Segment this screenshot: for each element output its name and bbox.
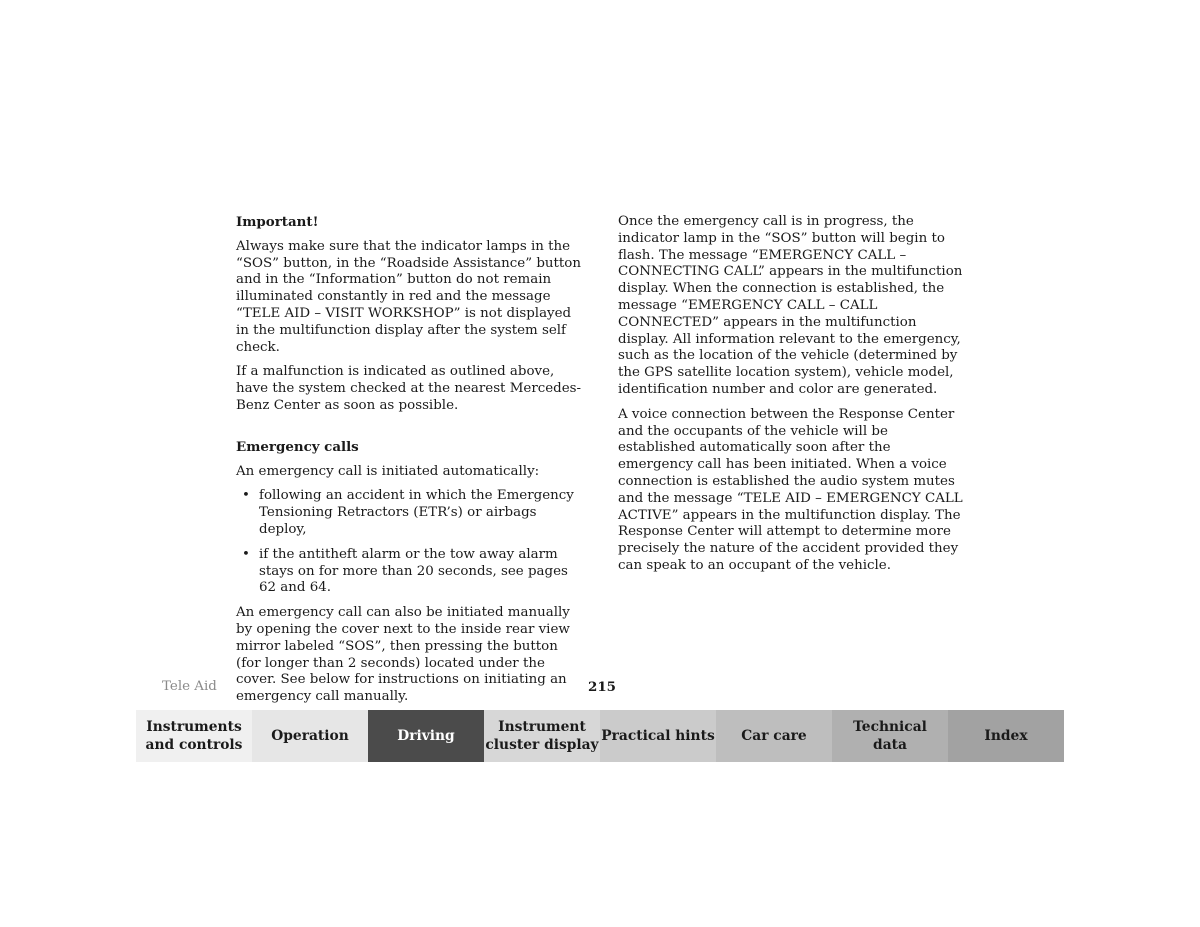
important-heading: Important! xyxy=(236,214,319,230)
list-item-text: following an accident in which the Emergency Tensioning Retractors (ETR’s) or airbags deploy, xyxy=(259,488,574,537)
tab-instrument-cluster-display[interactable]: Instrument cluster display xyxy=(484,710,600,762)
bullet-icon: • xyxy=(242,546,250,562)
list-item-text: if the antitheft alarm or the tow away alarm stays on for more than 20 seconds, see pages 62 and 64. xyxy=(259,546,568,596)
bullet-icon: • xyxy=(242,488,250,504)
tab-instruments-and-controls[interactable]: Instruments and controls xyxy=(136,710,252,762)
emergency-calls-heading: Emergency calls xyxy=(236,438,359,455)
voice-connection-text: A voice connection between the Response Center and the occupants of the vehicle will be established automatically soon after the emergency call has been initiated. When a voice connection is established the audio system mutes and the message “TELE AID – EMERGENCY CALL ACTIVE” appears in the multifunction display. The Response Center will attempt to determine more precisely the nature of the accident provided they can speak to an occupant of the vehicle. xyxy=(618,406,963,573)
malfunction-text: If a malfunction is indicated as outlined above, have the system checked at the nearest Mercedes-Benz Center as soon as possible. xyxy=(236,364,582,413)
section-title: Tele Aid xyxy=(162,679,217,694)
list-item xyxy=(236,547,586,597)
tab-practical-hints[interactable]: Practical hints xyxy=(600,710,716,762)
call-progress-text: Once the emergency call is in progress, the indicator lamp in the “SOS” button will begin to flash. The message “EMERGENCY CALL – CONNECTING CALL” appears in the multifunction display. When the connection is established, the message “EMERGENCY CALL – CALL CONNECTED” appears in the multifunction display. All information relevant to the emergency, such as the location of the vehicle (determined by the GPS satellite location system), vehicle model, identification number and color are generated. xyxy=(618,214,963,397)
auto-call-intro: An emergency call is initiated automatically: xyxy=(236,463,540,479)
list-item xyxy=(236,488,586,538)
important-text: Always make sure that the indicator lamps in the “SOS” button, in the “Roadside Assistance” button and in the “Information” button do not remain illuminated constantly in red and the message “TELE AID – VISIT WORKSHOP” is not displayed in the multifunction display after the system self check. xyxy=(236,238,581,355)
tab-index[interactable]: Index xyxy=(948,710,1064,762)
auto-call-conditions-list xyxy=(236,488,586,597)
right-column xyxy=(618,214,968,583)
left-column xyxy=(236,214,586,714)
tab-operation[interactable]: Operation xyxy=(252,710,368,762)
tab-technical-data[interactable]: Technical data xyxy=(832,710,948,762)
chapter-navigation xyxy=(136,710,1064,762)
page-number: 215 xyxy=(588,679,616,695)
tab-driving[interactable]: Driving xyxy=(368,710,484,762)
tab-car-care[interactable]: Car care xyxy=(716,710,832,762)
manual-call-text: An emergency call can also be initiated manually by opening the cover next to the inside rear view mirror labeled “SOS”, then pressing the button (for longer than 2 seconds) located under the cover. See below for instructions on initiating an emergency call manually. xyxy=(236,605,570,705)
